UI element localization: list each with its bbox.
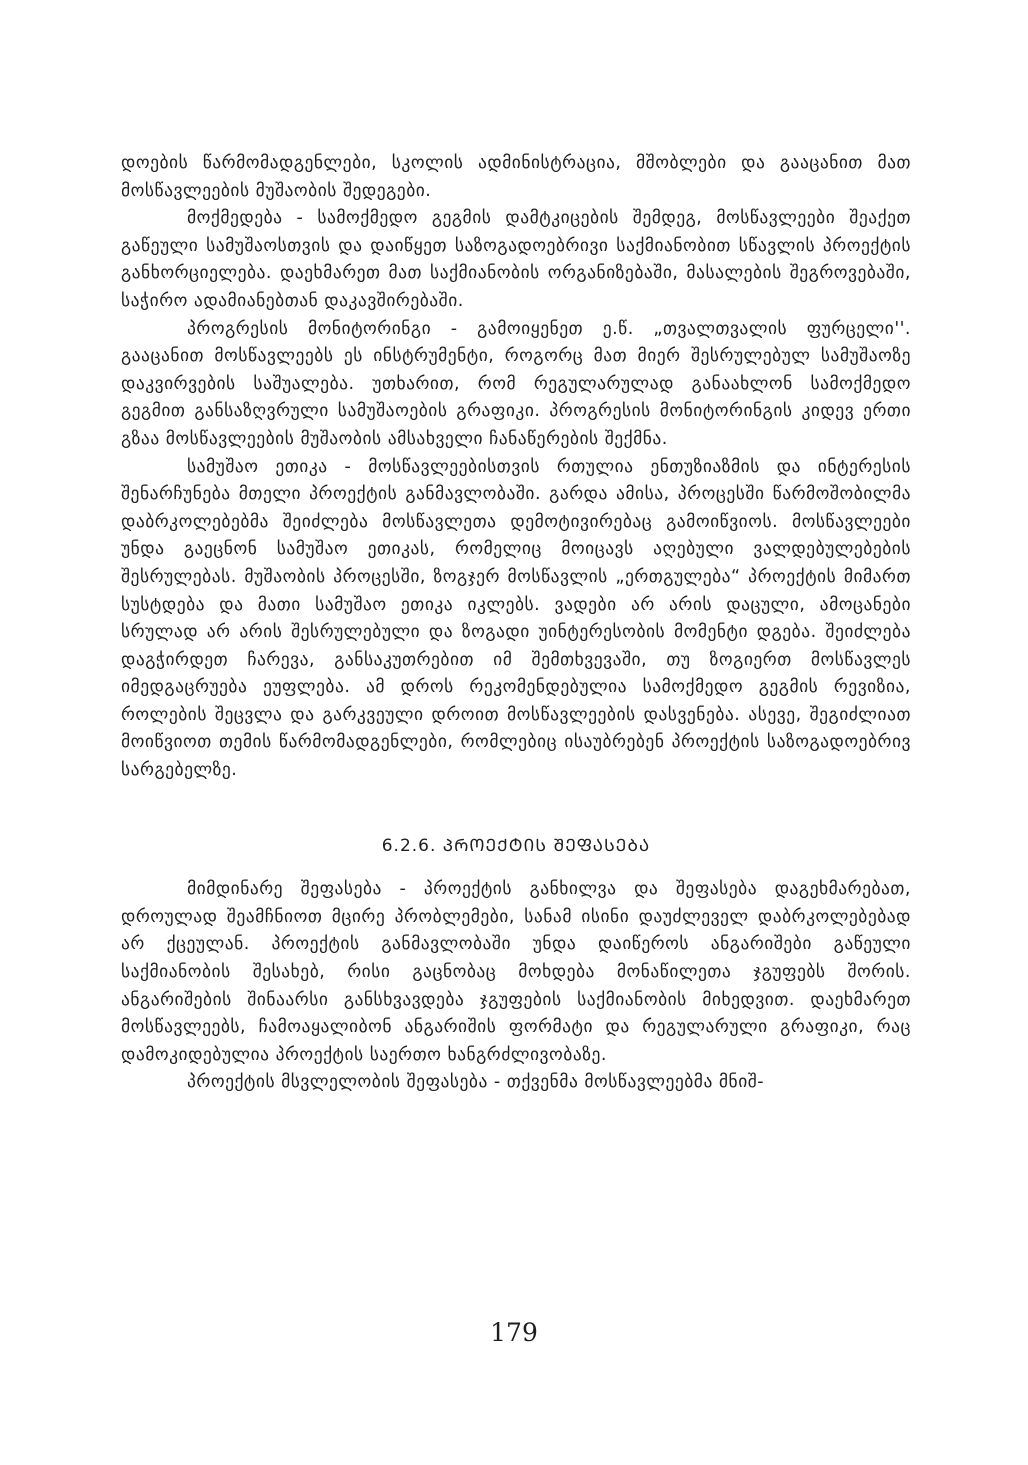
paragraph: მიმდინარე შეფასება - პროექტის განხილვა და შეფასება დაგეხმარებათ, დროულად შეამჩნიოთ მცირე პრობლემები, სანამ ისინი დაუძლეველ დაბრკოლებებად არ ქცეულან. პროექტის განმავლობაში უნდა დაიწეროს ანგარიშები გაწეული საქმიანობის შესახებ, რისი გაცნობაც მოხდება მონაწილეთა ჯგუფებს შორის. ანგარიშების შინაარსი განსხვავდება ჯგუფების საქმიანობის მიხედვით. დაეხმარეთ მოსწავლეებს, ჩამოაყალიბონ ანგარიშის ფორმატი და რეგულარული გრაფიკი, რაც დამოკიდებულია პროექტის საერთო ხანგრძლივობაზე. [121, 879, 911, 1065]
page-body [121, 150, 911, 1097]
paragraph: სამუშაო ეთიკა - მოსწავლეებისთვის რთულია ენთუზიაზმის და ინტერესის შენარჩუნება მთელი პროექტის განმავლობაში. გარდა ამისა, პროცესში წარმოშობილმა დაბრკოლებებმა შეიძლება მოსწავლეთა დემოტივირებაც გამოიწვიოს. მოსწავლეები უნდა გაეცნონ სამუშაო ეთიკას, რომელიც მოიცავს აღებული ვალდებულებების შესრულებას. მუშაობის პროცესში, ზოგჯერ მოსწავლის „ერთგულება“ პროექტის მიმართ სუსტდება და მათი სამუშაო ეთიკა იკლებს. ვადები არ არის დაცული, ამოცანები სრულად არ არის შესრულებული და ზოგადი უინტერესობის მომენტი დგება. შეიძლება დაგჭირდეთ ჩარევა, განსაკუთრებით იმ შემთხვევაში, თუ ზოგიერთ მოსწავლეს იმედგაცრუება ეუფლება. ამ დროს რეკომენდებულია სამოქმედო გეგმის რევიზია, როლების შეცვლა და გარკვეული დროით მოსწავლეების დასვენება. ასევე, შეგიძლიათ მოიწვიოთ თემის წარმომადგენლები, რომლებიც ისაუბრებენ პროექტის საზოგადოებრივ სარგებელზე. [121, 456, 911, 781]
paragraph: დოების წარმომადგენლები, სკოლის ადმინისტრაცია, მშობლები და გააცანით მათ მოსწავლეების მუშაობის შედეგები. [121, 153, 911, 201]
paragraph: მოქმედება - სამოქმედო გეგმის დამტკიცების შემდეგ, მოსწავლეები შეაქეთ გაწეული სამუშაოსთვის და დაიწყეთ საზოგადოებრივი საქმიანობით სწავლის პროექტის განხორციელება. დაეხმარეთ მათ საქმიანობის ორგანიზებაში, მასალების შეგროვებაში, საჭირო ადამიანებთან დაკავშირებაში. [121, 208, 911, 311]
section-heading: 6.2.6. ᲞᲠᲝᲔᲥᲢᲘᲡ ᲨᲔᲤᲐᲡᲔᲑᲐ [381, 835, 651, 856]
paragraph: პროექტის მსვლელობის შეფასება - თქვენმა მოსწავლეებმა მნიშ- [187, 1072, 765, 1093]
paragraph: პროგრესის მონიტორინგი - გამოიყენეთ ე.წ. „თვალთვალის ფურცელი''. გააცანით მოსწავლეებს ეს ინსტრუმენტი, როგორც მათ მიერ შესრულებულ სამუშაოზე დაკვირვების საშუალება. უთხარით, რომ რეგულარულად განაახლონ სამოქმედო გეგმით განსაზღვრული სამუშაოების გრაფიკი. პროგრესის მონიტორინგის კიდევ ერთი გზაა მოსწავლეების მუშაობის ამსახველი ჩანაწერების შექმნა. [121, 318, 911, 449]
page-number: 179 [490, 1318, 538, 1347]
